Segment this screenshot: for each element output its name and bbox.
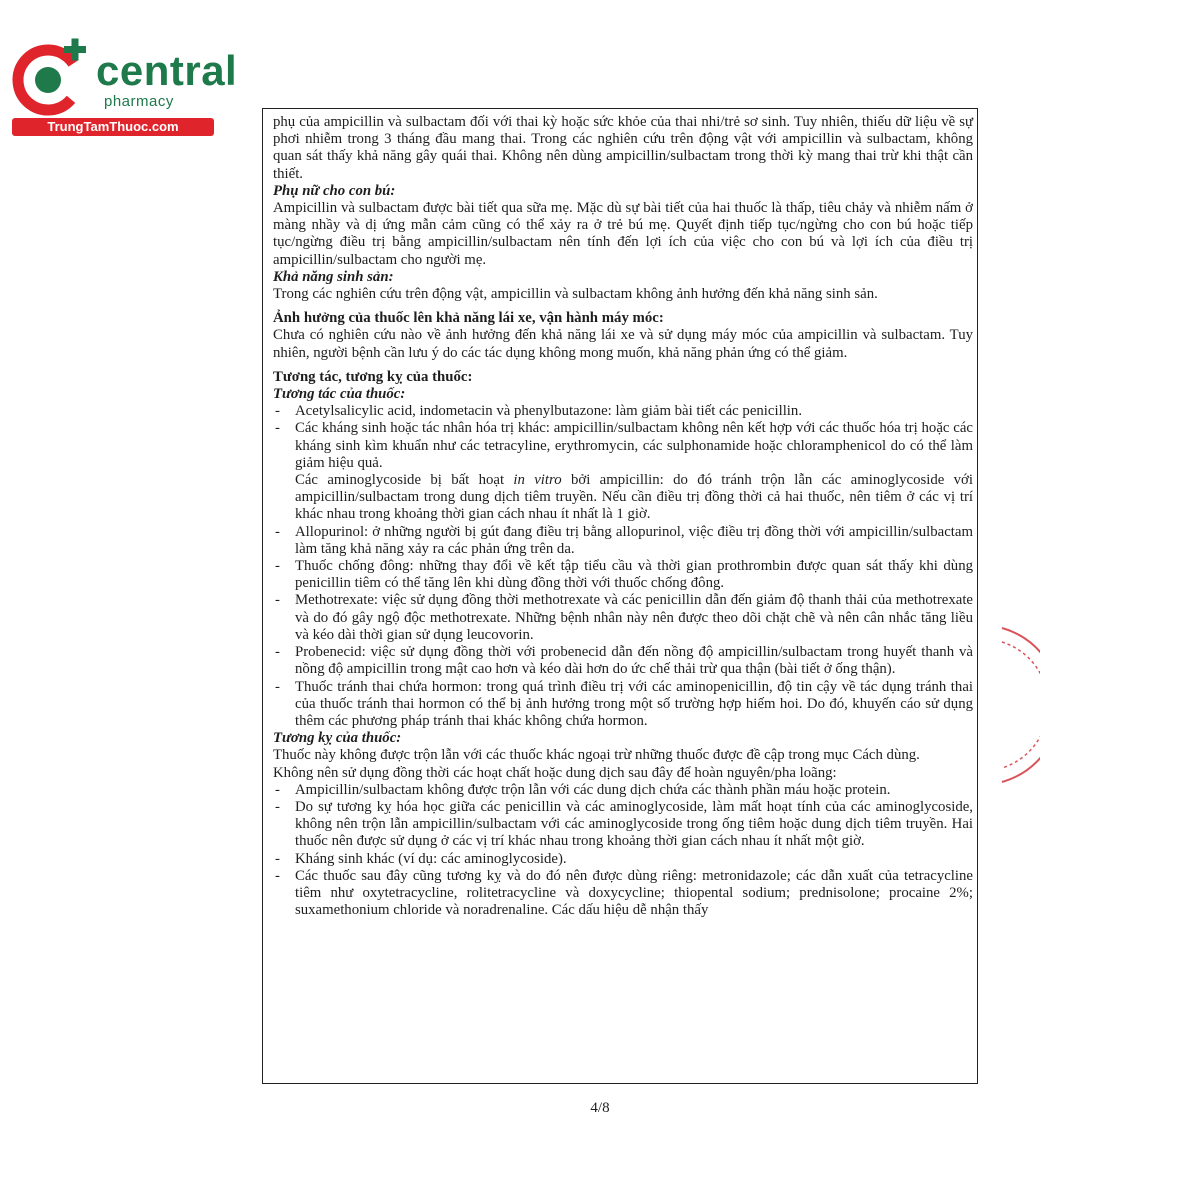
breastfeeding-paragraph: Ampicillin và sulbactam được bài tiết qua sữa mẹ. Mặc dù sự bài tiết của hai thuốc là thấp, tiêu chảy và nhiễm nấm ở màng nhầy và dị ứng mẫn cảm cũng có thể xảy ra ở trẻ bú mẹ. Quyết định tiếp tục/ngừng cho con bú hoặc tiếp tục/ngừng điều trị bằng ampicillin/sulbactam nên tính đến lợi ích của việc cho con bú và lợi ích của điều trị ampicillin/sulbactam cho người mẹ. [273,200,973,268]
breastfeeding-heading: Phụ nữ cho con bú: [273,182,396,199]
interaction-item: - Probenecid: việc sử dụng đồng thời với probenecid dẫn đến nồng độ ampicillin/sulbactam trong huyết thanh và nồng độ ampicillin trong mật cao hơn và kéo dài hơn do ức chế thải trừ qua thận (bài tiết ở ống thận). [273,644,973,678]
incompatibility-heading: Tương kỵ của thuốc: [273,730,402,747]
incompatibility-item: - Do sự tương kỵ hóa học giữa các penicillin và các aminoglycoside, làm mất hoạt tính của các aminoglycoside, không nên trộn lẫn ampicillin/sulbactam với các aminoglycoside trong ống tiêm hoặc dung dịch tiêm truyền. Hai thuốc nên được sử dụng ở các vị trí khác nhau trong khoảng thời gian cách nhau ít nhất một giờ. [273,799,973,851]
interaction-item: - Allopurinol: ở những người bị gút đang điều trị bằng allopurinol, việc điều trị đồng thời với ampicillin/sulbactam làm tăng khả năng xảy ra các phản ứng trên da. [273,524,973,558]
interaction-item: - Thuốc chống đông: những thay đổi về kết tập tiểu cầu và thời gian prothrombin được quan sát thấy khi dùng penicillin tiêm có thể tăng lên khi dùng đồng thời với thuốc chống đông. [273,558,973,592]
brand-site-banner: TrungTamThuoc.com [12,118,214,136]
brand-logo [8,36,238,136]
interaction-item-continued: Các aminoglycoside bị bất hoạt in vitro bởi ampicillin: do đó tránh trộn lẫn các aminoglycoside với ampicillin/sulbactam trong dung dịch tiêm truyền. Nếu cần điều trị đồng thời cả hai thuốc, nên tiêm ở các vị trí khác nhau trong khoảng thời gian cách nhau ít nhất là 1 giờ. [295,472,973,523]
brand-subtitle: pharmacy [104,93,174,110]
driving-heading: Ảnh hưởng của thuốc lên khả năng lái xe, vận hành máy móc: [273,310,664,327]
interaction-item: - Các kháng sinh hoặc tác nhân hóa trị khác: ampicillin/sulbactam không nên kết hợp với các thuốc hóa trị hoặc các kháng sinh kìm khuẩn như các tetracyline, erythromycin, các sulphonamide hoặc chloramphenicol do có thể làm giảm hiệu quả. [273,420,973,472]
brand-name: central [96,47,238,94]
fertility-paragraph: Trong các nghiên cứu trên động vật, ampicillin và sulbactam không ảnh hưởng đến khả năng sinh sản. [273,286,878,303]
incompatibility-item: - Kháng sinh khác (ví dụ: các aminoglycoside). [273,851,973,868]
document-page [262,108,978,1084]
incompatibility-item: - Các thuốc sau đây cũng tương kỵ và do đó nên được dùng riêng: metronidazole; các dẫn xuất của tetracycline tiêm như oxytetracycline, rolitetracycline và doxycycline; thiopental sodium; prednisolone; procaine 2%; suxamethonium chloride và noradrenaline. Các dấu hiệu dễ nhận thấy [273,868,973,920]
page-number: 4/8 [590,1100,610,1116]
red-stamp-edge [1000,620,1040,790]
pregnancy-paragraph: phụ của ampicillin và sulbactam đối với thai kỳ hoặc sức khỏe của thai nhi/trẻ sơ sinh. Tuy nhiên, thiếu dữ liệu về sự phơi nhiễm trong 3 tháng đầu mang thai. Trong các nghiên cứu trên động vật với ampicillin và sulbactam, không quan sát thấy khả năng gây quái thai. Không nên dùng ampicillin/sulbactam trong thời kỳ mang thai trừ khi thật cần thiết. [273,114,973,182]
interaction-item: - Methotrexate: việc sử dụng đồng thời methotrexate và các penicillin dẫn đến giảm độ thanh thải của methotrexate và do đó gây ngộ độc methotrexate. Những bệnh nhân này nên được theo dõi chặt chẽ và nên cân nhắc tăng liều và kéo dài thời gian sử dụng leucovorin. [273,592,973,644]
fertility-heading: Khả năng sinh sản: [273,268,394,285]
driving-paragraph: Chưa có nghiên cứu nào về ảnh hưởng đến khả năng lái xe và sử dụng máy móc của ampicillin và sulbactam. Tuy nhiên, người bệnh cần lưu ý do các tác dụng không mong muốn, khả năng phản ứng có thể giảm. [273,327,973,361]
incompatibility-paragraph: Thuốc này không được trộn lẫn với các thuốc khác ngoại trừ những thuốc được đề cập trong mục Cách dùng. [273,747,920,764]
interaction-item: - Acetylsalicylic acid, indometacin và phenylbutazone: làm giảm bài tiết các penicillin. [273,403,973,420]
interaction-item: - Thuốc tránh thai chứa hormon: trong quá trình điều trị với các aminopenicillin, độ tin cậy về tác dụng tránh thai của thuốc tránh thai hormon có thể bị ảnh hưởng trong một số trường hợp hiếm hoi. Do đó, khuyến cáo sử dụng thêm các phương pháp tránh thai khác không chứa hormon. [273,679,973,731]
central-pharmacy-logo-icon [8,36,90,118]
incompatibility-item: - Ampicillin/sulbactam không được trộn lẫn với các dung dịch chứa các thành phần máu hoặc protein. [273,782,973,799]
drug-interactions-heading: Tương tác của thuốc: [273,386,406,403]
interactions-heading: Tương tác, tương kỵ của thuốc: [273,368,473,385]
incompatibility-paragraph: Không nên sử dụng đồng thời các hoạt chất hoặc dung dịch sau đây để hoàn nguyên/pha loãng: [273,764,837,781]
